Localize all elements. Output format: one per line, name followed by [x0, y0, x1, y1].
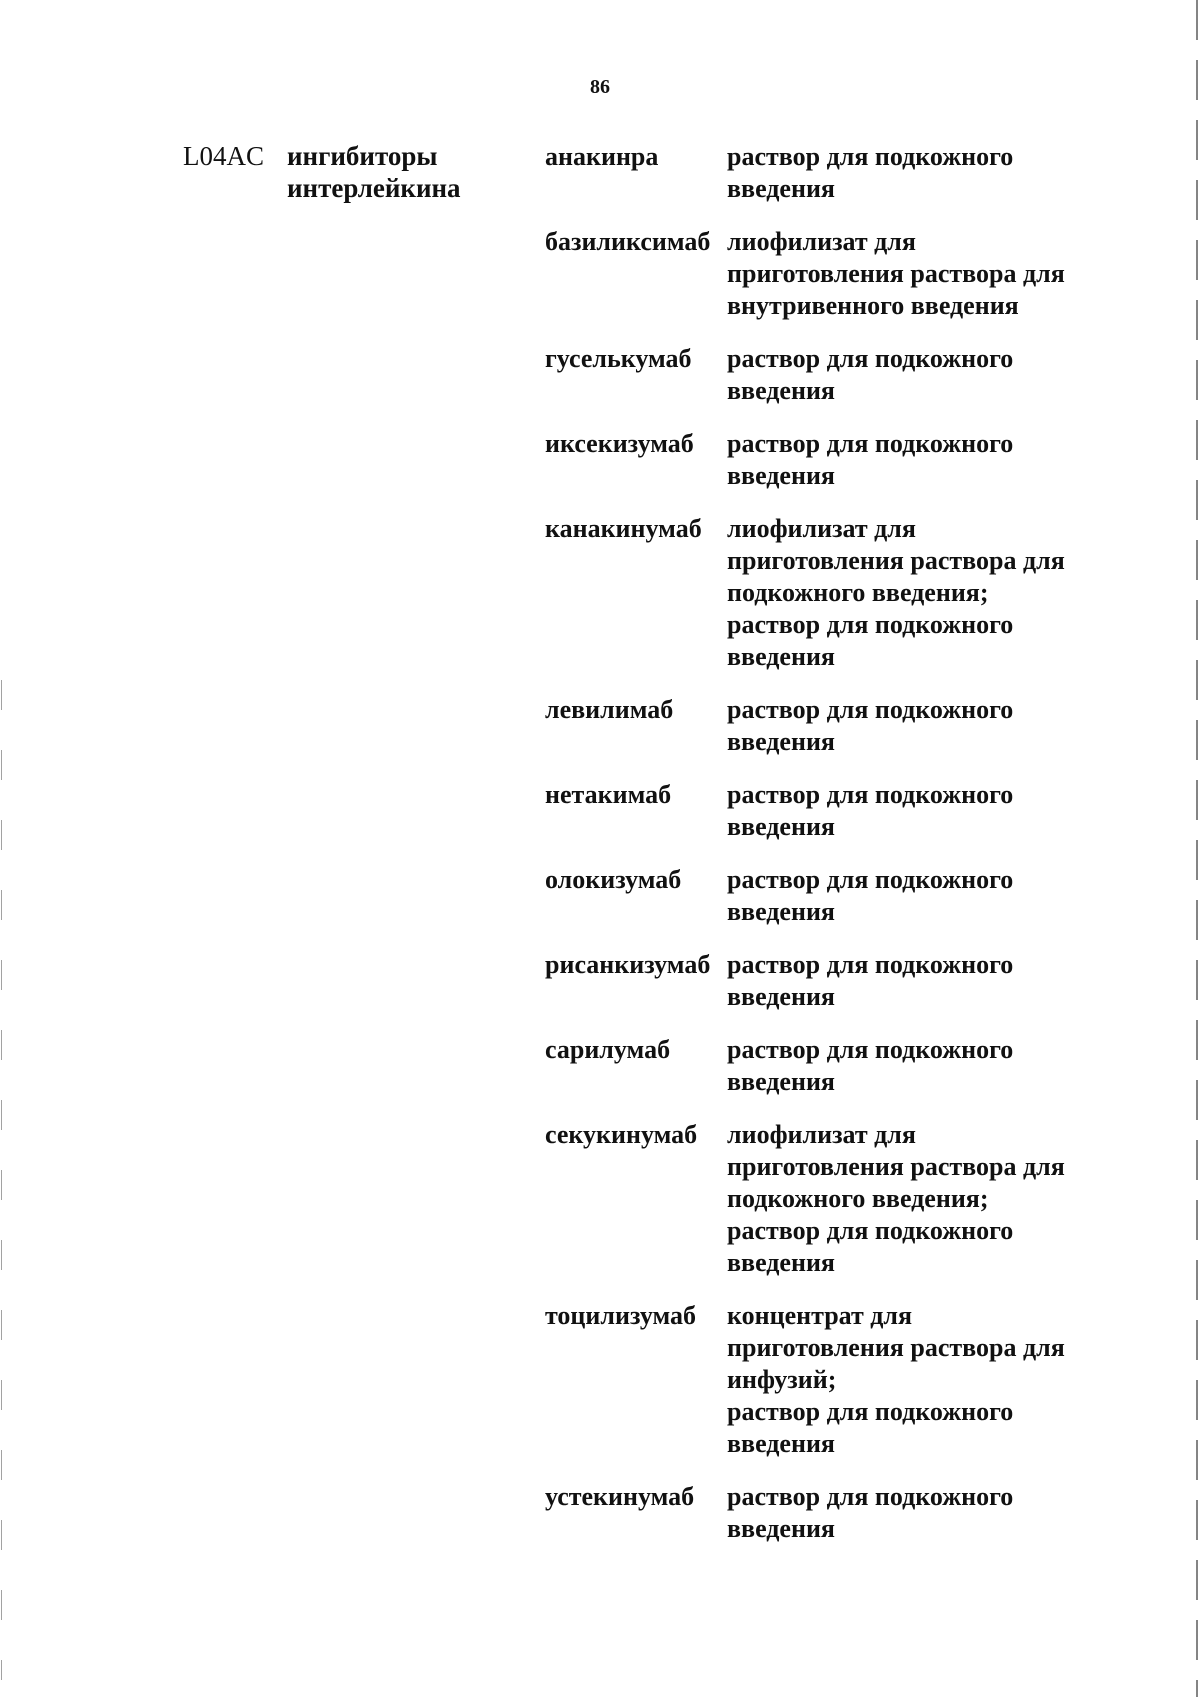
drug-name: иксекизумаб	[545, 429, 694, 458]
dosage-forms	[727, 226, 1097, 322]
drug-name: секукинумаб	[545, 1120, 698, 1149]
drug-entry	[545, 779, 1105, 843]
dosage-form-line: введения	[727, 376, 835, 405]
dosage-forms	[727, 141, 1097, 205]
dosage-forms	[727, 1119, 1097, 1279]
dosage-form-line: лиофилизат для	[727, 514, 916, 543]
dosage-form-line: приготовления раствора для	[727, 546, 1065, 575]
dosage-form-line: введения	[727, 461, 835, 490]
dosage-form-line: приготовления раствора для	[727, 259, 1065, 288]
dosage-form-line: введения	[727, 897, 835, 926]
drug-entry	[545, 141, 1105, 205]
dosage-forms	[727, 949, 1097, 1013]
drug-entry	[545, 864, 1105, 928]
dosage-forms	[727, 428, 1097, 492]
dosage-form-line: раствор для подкожного	[727, 780, 1014, 809]
drug-entry	[545, 1300, 1105, 1460]
dosage-form-line: концентрат для	[727, 1301, 913, 1330]
drug-name: устекинумаб	[545, 1482, 695, 1511]
dosage-form-line: раствор для подкожного	[727, 610, 1014, 639]
drug-entry	[545, 428, 1105, 492]
drug-name: нетакимаб	[545, 780, 672, 809]
dosage-form-line: раствор для подкожного	[727, 865, 1014, 894]
dosage-form-line: введения	[727, 1067, 835, 1096]
dosage-form-line: лиофилизат для	[727, 227, 916, 256]
dosage-form-line: введения	[727, 727, 835, 756]
dosage-form-line: раствор для подкожного	[727, 950, 1014, 979]
dosage-forms	[727, 1034, 1097, 1098]
drug-name: левилимаб	[545, 695, 674, 724]
drug-name: гуселькумаб	[545, 344, 692, 373]
dosage-form-line: подкожного введения;	[727, 578, 989, 607]
dosage-form-line: раствор для подкожного	[727, 1397, 1014, 1426]
dosage-forms	[727, 694, 1097, 758]
dosage-form-line: раствор для подкожного	[727, 695, 1014, 724]
drug-entry	[545, 1119, 1105, 1279]
drug-entry	[545, 1481, 1105, 1545]
atc-group-line: ингибиторы	[287, 141, 438, 171]
dosage-form-line: введения	[727, 812, 835, 841]
atc-group-line: интерлейкина	[287, 173, 461, 203]
dosage-form-line: раствор для подкожного	[727, 429, 1014, 458]
dosage-form-line: введения	[727, 174, 835, 203]
dosage-form-line: раствор для подкожного	[727, 1035, 1014, 1064]
dosage-forms	[727, 864, 1097, 928]
drug-name: олокизумаб	[545, 865, 682, 894]
dosage-form-line: введения	[727, 1248, 835, 1277]
dosage-form-line: приготовления раствора для	[727, 1333, 1065, 1362]
dosage-form-line: внутривенного введения	[727, 291, 1019, 320]
drug-name: базиликсимаб	[545, 227, 711, 256]
drug-list	[545, 141, 1105, 1566]
drug-entry	[545, 1034, 1105, 1098]
drug-name: рисанкизумаб	[545, 950, 711, 979]
dosage-form-line: лиофилизат для	[727, 1120, 916, 1149]
dosage-form-line: раствор для подкожного	[727, 1482, 1014, 1511]
scan-edge-right	[1196, 0, 1198, 1697]
dosage-form-line: приготовления раствора для	[727, 1152, 1065, 1181]
dosage-form-line: подкожного введения;	[727, 1184, 989, 1213]
drug-entry	[545, 343, 1105, 407]
dosage-forms	[727, 1300, 1097, 1460]
scan-edge-left	[1, 680, 2, 1680]
dosage-form-line: раствор для подкожного	[727, 1216, 1014, 1245]
drug-entry	[545, 226, 1105, 322]
dosage-forms	[727, 343, 1097, 407]
drug-name: канакинумаб	[545, 514, 702, 543]
drug-entry	[545, 694, 1105, 758]
dosage-form-line: введения	[727, 642, 835, 671]
dosage-form-line: инфузий;	[727, 1365, 837, 1394]
drug-entry	[545, 949, 1105, 1013]
dosage-forms	[727, 1481, 1097, 1545]
atc-group-name	[287, 140, 537, 204]
dosage-form-line: введения	[727, 1429, 835, 1458]
dosage-form-line: введения	[727, 982, 835, 1011]
page-number: 86	[590, 76, 610, 98]
dosage-forms	[727, 513, 1097, 673]
drug-name: тоцилизумаб	[545, 1301, 697, 1330]
dosage-form-line: раствор для подкожного	[727, 142, 1014, 171]
drug-entry	[545, 513, 1105, 673]
dosage-forms	[727, 779, 1097, 843]
atc-code: L04AC	[183, 141, 264, 171]
dosage-form-line: введения	[727, 1514, 835, 1543]
drug-name: анакинра	[545, 142, 659, 171]
dosage-form-line: раствор для подкожного	[727, 344, 1014, 373]
drug-name: сарилумаб	[545, 1035, 671, 1064]
